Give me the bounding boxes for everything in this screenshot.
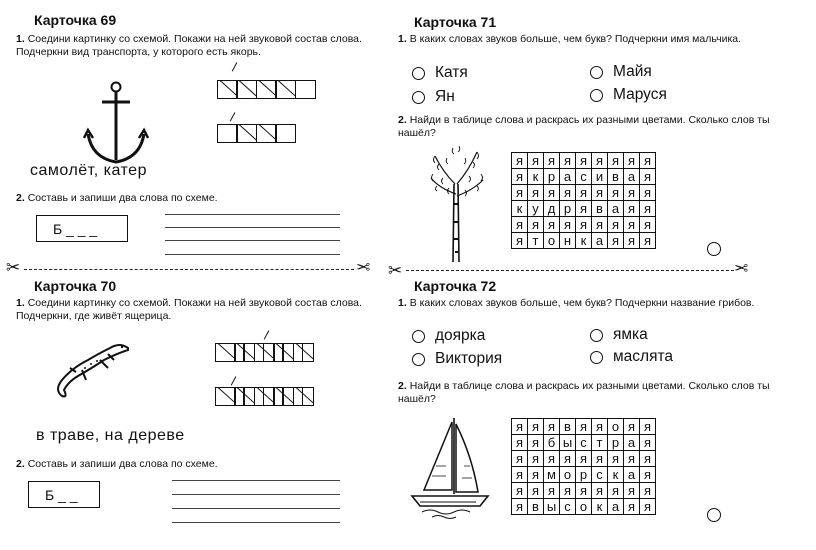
grid-cell[interactable]: я [592, 217, 608, 233]
option-mayya[interactable] [590, 63, 652, 81]
grid-cell[interactable]: я [608, 153, 624, 169]
option-maslyata[interactable] [590, 348, 673, 366]
writing-line[interactable] [165, 227, 340, 228]
grid-cell[interactable]: м [544, 467, 560, 483]
grid-cell[interactable]: я [640, 169, 656, 185]
task-text: Найди в таблице слова и раскрась их разными цветами. Сколько слов ты нашёл? [398, 114, 770, 139]
word-scheme-3 [216, 343, 314, 362]
grid-cell[interactable]: с [592, 467, 608, 483]
word-scheme-4 [216, 387, 314, 406]
radio-circle-icon[interactable] [412, 330, 425, 343]
scissors-icon: ✂ [388, 261, 403, 280]
option-label: доярка [435, 327, 486, 344]
letter-scheme-text: Б _ _ _ [53, 220, 98, 237]
writing-line[interactable] [172, 522, 340, 523]
option-yan[interactable] [412, 88, 455, 106]
grid-cell[interactable]: я [608, 233, 624, 249]
grid-cell[interactable]: я [512, 435, 528, 451]
writing-line[interactable] [165, 254, 340, 255]
grid-cell[interactable]: я [512, 169, 528, 185]
radio-circle-icon[interactable] [590, 351, 603, 364]
grid-cell[interactable]: я [640, 217, 656, 233]
grid-cell[interactable]: я [592, 185, 608, 201]
cut-line [406, 270, 734, 271]
task-number: 2. [398, 380, 407, 392]
grid-cell[interactable]: р [560, 201, 576, 217]
grid-cell[interactable]: я [512, 217, 528, 233]
grid-cell[interactable]: в [560, 419, 576, 435]
grid-cell[interactable]: к [592, 499, 608, 515]
grid-cell[interactable]: я [528, 217, 544, 233]
card-71-title: Карточка 71 [414, 14, 497, 30]
grid-cell[interactable]: я [640, 185, 656, 201]
letter-grid-72[interactable] [511, 418, 656, 515]
scissors-icon: ✂ [356, 258, 371, 277]
grid-cell[interactable]: с [560, 499, 576, 515]
grid-cell[interactable]: я [608, 185, 624, 201]
task-number: 1. [16, 33, 25, 45]
option-label: маслята [613, 348, 674, 365]
grid-cell[interactable]: о [544, 233, 560, 249]
grid-cell[interactable]: с [576, 435, 592, 451]
writing-line[interactable] [165, 214, 340, 215]
grid-cell[interactable]: я [528, 451, 544, 467]
grid-cell[interactable]: я [544, 483, 560, 499]
card-72-task-2 [398, 380, 778, 406]
task-text: В каких словах звуков больше, чем букв? Подчеркни название грибов. [409, 297, 755, 309]
grid-cell[interactable]: а [560, 169, 576, 185]
writing-line[interactable] [172, 508, 340, 509]
radio-circle-icon[interactable] [412, 353, 425, 366]
grid-cell[interactable]: о [576, 499, 592, 515]
grid-cell[interactable]: я [560, 451, 576, 467]
stress-mark [231, 376, 237, 385]
task-number: 2. [16, 458, 25, 470]
grid-cell[interactable]: я [592, 153, 608, 169]
card-70-task-2 [16, 458, 218, 471]
writing-line[interactable] [165, 240, 340, 241]
option-label: ямка [613, 326, 648, 343]
task-number: 2. [398, 114, 407, 126]
task-text: Составь и запиши два слова по схеме. [27, 192, 218, 204]
grid-cell[interactable]: я [640, 483, 656, 499]
word-scheme-2 [218, 124, 296, 143]
card-71-task-2 [398, 114, 778, 140]
grid-cell[interactable]: а [624, 435, 640, 451]
grid-cell[interactable]: я [544, 419, 560, 435]
option-viktoriya[interactable] [412, 350, 502, 368]
grid-cell[interactable]: ы [544, 499, 560, 515]
writing-line[interactable] [172, 480, 340, 481]
grid-cell[interactable]: я [624, 499, 640, 515]
grid-cell[interactable]: я [576, 153, 592, 169]
grid-cell[interactable]: я [544, 185, 560, 201]
answer-circle[interactable] [707, 242, 721, 256]
grid-cell[interactable]: я [560, 217, 576, 233]
radio-circle-icon[interactable] [412, 67, 425, 80]
grid-cell[interactable]: к [608, 467, 624, 483]
grid-cell[interactable]: о [560, 467, 576, 483]
grid-cell[interactable]: о [608, 419, 624, 435]
option-doyarka[interactable] [412, 327, 485, 345]
card-70-task-1 [16, 297, 376, 323]
grid-cell[interactable]: р [544, 169, 560, 185]
writing-line[interactable] [172, 494, 340, 495]
grid-cell[interactable]: я [576, 185, 592, 201]
grid-cell[interactable]: я [576, 419, 592, 435]
grid-cell[interactable]: р [608, 435, 624, 451]
answer-circle[interactable] [707, 508, 721, 522]
radio-circle-icon[interactable] [412, 91, 425, 104]
grid-cell[interactable]: я [624, 451, 640, 467]
card-72-task-1 [398, 297, 778, 310]
task-number: 1. [398, 33, 407, 45]
grid-cell[interactable]: я [624, 153, 640, 169]
grid-cell[interactable]: б [544, 435, 560, 451]
task-text: Соедини картинку со схемой. Покажи на ней звуковой состав слова. Подчеркни, где живёт ящерица. [16, 297, 362, 322]
card-69-answer: самолёт, катер [30, 162, 147, 179]
option-label: Катя [435, 64, 468, 81]
grid-cell[interactable]: я [624, 185, 640, 201]
grid-cell[interactable]: я [592, 451, 608, 467]
option-label: Маруся [613, 86, 667, 103]
sailboat-picture [408, 416, 490, 520]
grid-cell[interactable]: я [576, 217, 592, 233]
grid-cell[interactable]: я [544, 451, 560, 467]
task-number: 1. [398, 297, 407, 309]
grid-cell[interactable]: в [528, 499, 544, 515]
stress-mark [232, 62, 238, 71]
grid-cell[interactable]: я [560, 483, 576, 499]
word-scheme-1 [218, 80, 316, 99]
card-69-task-2 [16, 192, 218, 205]
letter-scheme-text: Б _ _ [45, 486, 78, 503]
grid-cell[interactable]: я [576, 451, 592, 467]
grid-cell[interactable]: я [512, 233, 528, 249]
radio-circle-icon[interactable] [590, 66, 603, 79]
grid-cell[interactable]: а [608, 499, 624, 515]
grid-cell[interactable]: я [640, 419, 656, 435]
grid-cell[interactable]: с [576, 169, 592, 185]
grid-cell[interactable]: ы [560, 435, 576, 451]
grid-cell[interactable]: я [528, 419, 544, 435]
grid-cell[interactable]: я [640, 467, 656, 483]
grid-cell[interactable]: а [608, 201, 624, 217]
grid-cell[interactable]: я [512, 185, 528, 201]
grid-cell[interactable]: к [512, 201, 528, 217]
grid-cell[interactable]: я [576, 201, 592, 217]
card-70-answer: в траве, на дереве [36, 427, 185, 444]
grid-cell[interactable]: я [512, 451, 528, 467]
grid-cell[interactable]: р [576, 467, 592, 483]
card-71-task-1 [398, 33, 778, 46]
grid-cell[interactable]: а [624, 467, 640, 483]
grid-cell[interactable]: я [544, 217, 560, 233]
radio-circle-icon[interactable] [590, 89, 603, 102]
grid-cell[interactable]: я [624, 419, 640, 435]
stress-mark [264, 330, 270, 339]
grid-cell[interactable]: т [592, 435, 608, 451]
grid-cell[interactable]: я [624, 201, 640, 217]
card-70-title: Карточка 70 [34, 278, 117, 294]
birch-tree-picture [425, 144, 487, 262]
task-text: Соедини картинку со схемой. Покажи на ней звуковой состав слова. Подчеркни вид транспорта, у которого есть якорь. [16, 33, 362, 58]
grid-cell[interactable]: я [608, 217, 624, 233]
grid-cell[interactable]: к [576, 233, 592, 249]
grid-cell[interactable]: я [624, 217, 640, 233]
grid-cell[interactable]: я [528, 483, 544, 499]
card-69-task-1 [16, 33, 376, 59]
letter-scheme-box [28, 481, 100, 508]
task-number: 1. [16, 297, 25, 309]
anchor-picture [82, 80, 150, 170]
grid-cell[interactable]: я [576, 483, 592, 499]
task-text: Составь и запиши два слова по схеме. [27, 458, 218, 470]
option-label: Майя [613, 63, 652, 80]
grid-cell[interactable]: я [512, 483, 528, 499]
grid-cell[interactable]: я [512, 499, 528, 515]
grid-cell[interactable]: я [640, 435, 656, 451]
grid-cell[interactable]: я [592, 419, 608, 435]
grid-cell[interactable]: я [528, 153, 544, 169]
grid-cell[interactable]: а [624, 169, 640, 185]
task-text: Найди в таблице слова и раскрась их разными цветами. Сколько слов ты нашёл? [398, 380, 770, 405]
task-number: 2. [16, 192, 25, 204]
grid-cell[interactable]: у [528, 201, 544, 217]
grid-cell[interactable]: я [640, 201, 656, 217]
stress-mark [230, 112, 236, 121]
grid-cell[interactable]: я [592, 483, 608, 499]
grid-cell[interactable]: я [640, 451, 656, 467]
grid-cell[interactable]: т [528, 233, 544, 249]
grid-cell[interactable]: я [528, 185, 544, 201]
letter-grid-71[interactable] [511, 152, 656, 249]
grid-cell[interactable]: я [608, 451, 624, 467]
task-text: В каких словах звуков больше, чем букв? Подчеркни имя мальчика. [409, 33, 742, 45]
grid-cell[interactable]: я [528, 467, 544, 483]
scissors-icon: ✂ [734, 259, 749, 278]
option-katya[interactable] [412, 64, 468, 82]
radio-circle-icon[interactable] [590, 329, 603, 342]
option-marusya[interactable] [590, 86, 667, 104]
grid-cell[interactable]: я [640, 233, 656, 249]
grid-cell[interactable]: д [544, 201, 560, 217]
grid-cell[interactable]: я [512, 419, 528, 435]
letter-scheme-box [36, 215, 128, 242]
grid-cell[interactable]: в [608, 169, 624, 185]
grid-cell[interactable]: а [592, 233, 608, 249]
grid-cell[interactable]: я [512, 153, 528, 169]
grid-cell[interactable]: я [512, 467, 528, 483]
grid-cell[interactable]: в [592, 201, 608, 217]
grid-cell[interactable]: я [560, 153, 576, 169]
grid-cell[interactable]: и [592, 169, 608, 185]
option-label: Ян [435, 88, 455, 105]
grid-cell[interactable]: я [528, 435, 544, 451]
grid-cell[interactable]: я [624, 483, 640, 499]
grid-cell[interactable]: я [640, 153, 656, 169]
card-72-title: Карточка 72 [414, 278, 497, 294]
scissors-icon: ✂ [6, 258, 21, 277]
grid-cell[interactable]: я [560, 185, 576, 201]
grid-cell[interactable]: я [608, 483, 624, 499]
grid-cell[interactable]: я [624, 233, 640, 249]
cut-line [24, 269, 354, 270]
lizard-picture [48, 338, 132, 400]
option-label: Виктория [435, 350, 503, 367]
option-yamka[interactable] [590, 326, 648, 344]
grid-cell[interactable]: н [560, 233, 576, 249]
grid-cell[interactable]: я [544, 153, 560, 169]
card-69-title: Карточка 69 [34, 12, 117, 28]
grid-cell[interactable]: я [640, 499, 656, 515]
grid-cell[interactable]: к [528, 169, 544, 185]
